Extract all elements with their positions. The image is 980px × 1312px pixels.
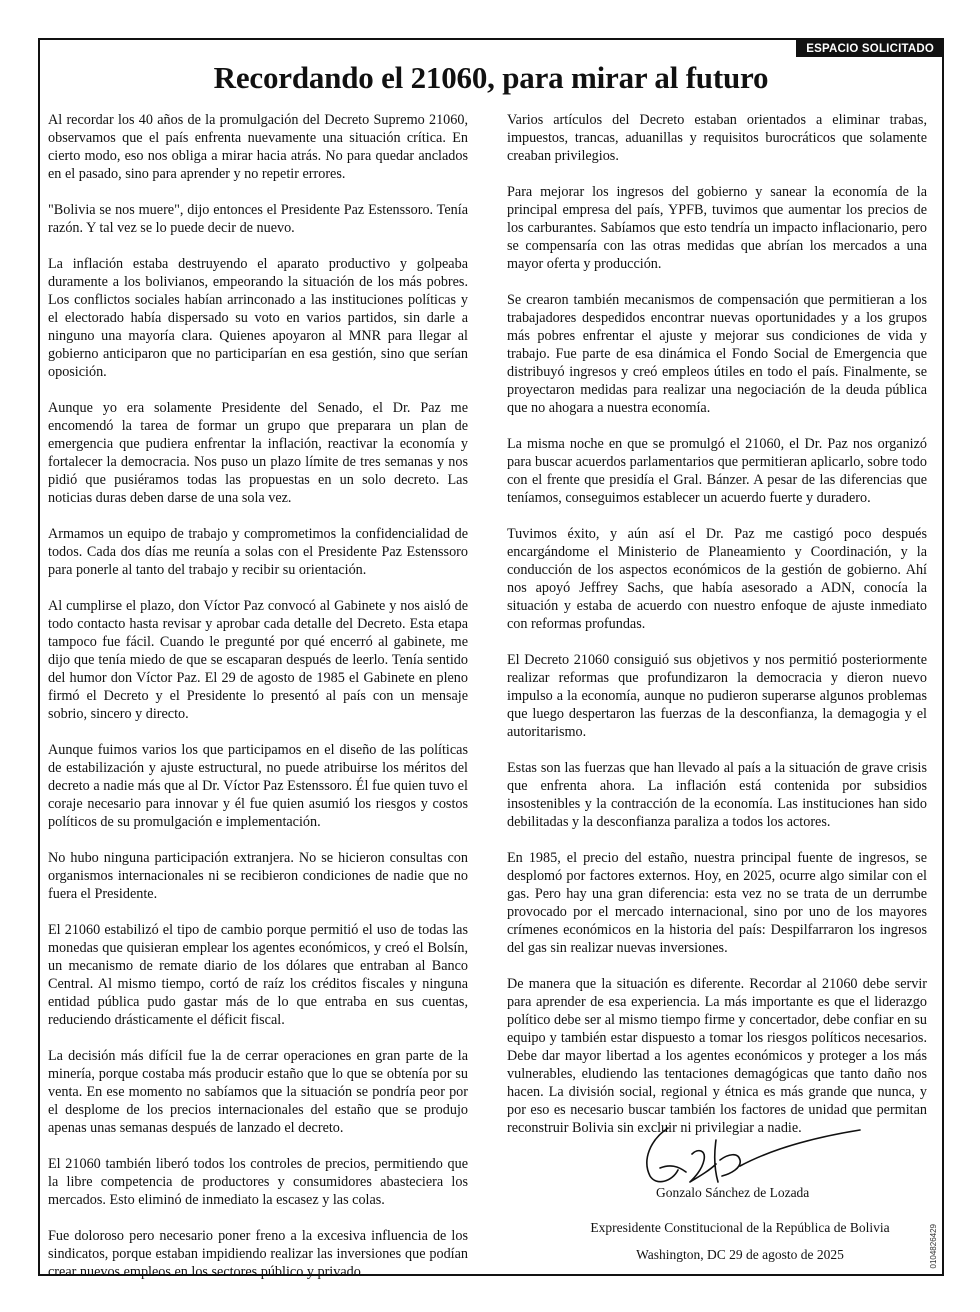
place-and-date: Washington, DC 29 de agosto de 2025 [636, 1247, 844, 1262]
sponsored-space-badge: ESPACIO SOLICITADO [796, 40, 942, 57]
advertisement-frame [38, 38, 944, 1280]
ad-code: 0104826429 [929, 1223, 938, 1268]
paragraph: Estas son las fuerzas que han llevado al país a la situación de grave crisis que enfrenta ahora. La inflación está contenida por subsidios insostenibles y la contracción de la economía. Las instituciones han sido debilitadas y la desconfianza paraliza a todos los actores. [507, 760, 927, 830]
paragraph: Armamos un equipo de trabajo y comprometimos la confidencialidad de todos. Cada dos días me reunía a solas con el Presidente Paz Estenssoro para ponerle al tanto del trabajo y recibir su orientación. [48, 526, 468, 578]
paragraph: Tuvimos éxito, y aún así el Dr. Paz me castigó poco después encargándome el Ministerio de Planeamiento y Coordinación, y la conducción de los aspectos económicos de la gestión de gobierno. Ahí nos apoyó Jeffrey Sachs, que había asesorado a ADN, conocía la situación y estaba de acuerdo con nuestro enfoque de ajuste inmediato con reformas profundas. [507, 526, 927, 632]
handwritten-signature [620, 1120, 870, 1190]
paragraph: No hubo ninguna participación extranjera. No se hicieron consultas con organismos internacionales ni se recibieron condiciones de nadie que no fuera el Presidente. [48, 850, 468, 902]
left-column [48, 111, 468, 1299]
paragraph: La inflación estaba destruyendo el aparato productivo y golpeaba duramente a los bolivianos, empeorando la situación de los más pobres. Los conflictos sociales habían arrinconado a las instituciones políticas y el electorado había dispersado su voto en varios partidos, sin darle a ninguno una mayoría clara. Quienes apoyaron al MNR para llegar al gobierno anticiparon que no participarían en esa gestión, sino que serían oposición. [48, 256, 468, 380]
right-column [507, 111, 927, 1155]
signer-title: Expresidente Constitucional de la República de Bolivia [590, 1220, 890, 1235]
paragraph: En 1985, el precio del estaño, nuestra principal fuente de ingresos, se desplomó por factores externos. Hoy, en 2025, ocurre algo similar con el gas. Pero hay una gran diferencia: esta vez no se trata de un derrumbe provocado por el mercado internacional, sino por uno de los mayores crímenes económicos en la historia del país: Despilfarraron los ingresos del gas sin realizar nuevas inversiones. [507, 850, 927, 956]
signer-name: Gonzalo Sánchez de Lozada [656, 1185, 810, 1200]
paragraph: La decisión más difícil fue la de cerrar operaciones en gran parte de la minería, porque costaba más producir estaño que lo que se obtenía por su venta. En ese momento no sabíamos que la situación se pondría peor por el desplome de los precios internacionales del estaño que se produjo apenas unas semanas después de lanzado el decreto. [48, 1048, 468, 1136]
paragraph: Varios artículos del Decreto estaban orientados a eliminar trabas, impuestos, trancas, aduanillas y requisitos burocráticos que solamente creaban privilegios. [507, 112, 927, 164]
paragraph: "Bolivia se nos muere", dijo entonces el Presidente Paz Estenssoro. Tenía razón. Y tal vez se lo puede decir de nuevo. [48, 202, 468, 236]
paragraph: Aunque yo era solamente Presidente del Senado, el Dr. Paz me encomendó la tarea de formar un grupo que preparara un plan de emergencia que pudiera enfrentar la inflación, reactivar la economía y fortalecer la democracia. Nos puso un plazo límite de tres semanas y nos pidió que pusiéramos todas las propuestas en un solo decreto. Las noticias duras deben darse de una sola vez. [48, 400, 468, 506]
paragraph: Aunque fuimos varios los que participamos en el diseño de las políticas de estabilización y ajuste estructural, no puede atribuirse los méritos del decreto a nadie más que al Dr. Víctor Paz Estenssoro. Él fue quien tuvo el coraje necesario para innovar y él fue quien asumió los riesgos y costos políticos de su promulgación e implementación. [48, 742, 468, 830]
paragraph: Se crearon también mecanismos de compensación que permitieran a los trabajadores despedidos encontrar nuevas oportunidades y a los grupos más pobres enfrentar el ajuste y mejorar sus condiciones de vida y trabajo. Fue parte de esa dinámica el Fondo Social de Emergencia que distribuyó ingresos y creó empleos útiles en todo el país. Finalmente, se proyectaron medidas para realizar una negociación de la deuda pública que no ahogara a nuestra economía. [507, 292, 927, 416]
signature-block [560, 1120, 920, 1270]
paragraph: El 21060 estabilizó el tipo de cambio porque permitió el uso de todas las monedas que quisieran emplear los agentes económicos, y creó el Bolsín, un mecanismo de remate diario de los dólares que entraban al Banco Central. Al mismo tiempo, cortó de raíz los créditos fiscales y ninguna entidad pública pudo gastar más de lo que entraba en sus cuentas, reduciendo drásticamente el déficit fiscal. [48, 922, 468, 1028]
paragraph: Al cumplirse el plazo, don Víctor Paz convocó al Gabinete y nos aisló de todo contacto hasta revisar y aprobar cada detalle del Decreto. Esta etapa tampoco fue fácil. Cuando le pregunté por qué encerró al gabinete, me dijo que tenía miedo de que se escaparan después de leerlo. Tenía sentido del humor don Víctor Paz. El 29 de agosto de 1985 el Gabinete en pleno firmó el Decreto y el Presidente lo presentó al país con un mensaje sobrio, sincero y directo. [48, 598, 468, 722]
paragraph: Fue doloroso pero necesario poner freno a la excesiva influencia de los sindicatos, porque estaban impidiendo realizar las inversiones que podían crear nuevos empleos en los sectores público y privado. [48, 1228, 468, 1280]
paragraph: Al recordar los 40 años de la promulgación del Decreto Supremo 21060, observamos que el país enfrenta nuevamente una situación crítica. En cierto modo, eso nos obliga a mirar hacia atrás. No para quedar anclados en el pasado, sino para aprender y no repetir errores. [48, 112, 468, 182]
paragraph: Para mejorar los ingresos del gobierno y sanear la economía de la principal empresa del país, YPFB, tuvimos que aumentar los precios de los carburantes. Sabíamos que esto tendría un impacto inflacionario, pero se compensaría con las otras medidas que abrían los mercados a una mayor oferta y producción. [507, 184, 927, 272]
paragraph: El Decreto 21060 consiguió sus objetivos y nos permitió posteriormente realizar reformas que profundizaron la democracia y dieron nuevo impulso a la economía, aunque no pudieron superarse algunos problemas que luego despertaron las fuerzas de la desconfianza, la demagogia y el autoritarismo. [507, 652, 927, 740]
paragraph: La misma noche en que se promulgó el 21060, el Dr. Paz nos organizó para buscar acuerdos parlamentarios que permitieran aplicarlo, sobre todo con el frente que presidía el Gral. Bánzer. A pesar de las diferencias que teníamos, conseguimos establecer un acuerdo fuerte y duradero. [507, 436, 927, 506]
paragraph: De manera que la situación es diferente. Recordar al 21060 debe servir para aprender de esa experiencia. La más importante es que el liderazgo político debe ser al mismo tiempo firme y concertador, debe confiar en su equipo y también estar dispuesto a tomar los riesgos políticos necesarios. Debe dar mayor libertad a los agentes económicos y proteger a los más vulnerables, eludiendo las tentaciones demagógicas que tanto daño nos hacen. La división social, regional y étnica es más grande que nunca, y por eso es necesario buscar también los factores de unidad que permitan reconstruir Bolivia sin excluir ni privilegiar a nadie. [507, 976, 927, 1136]
headline: Recordando el 21060, para mirar al futuro [213, 60, 769, 95]
paragraph: El 21060 también liberó todos los controles de precios, permitiendo que la libre competencia de productores y consumidores abasteciera los mercados. Esto eliminó de inmediato la escasez y las colas. [48, 1156, 468, 1208]
